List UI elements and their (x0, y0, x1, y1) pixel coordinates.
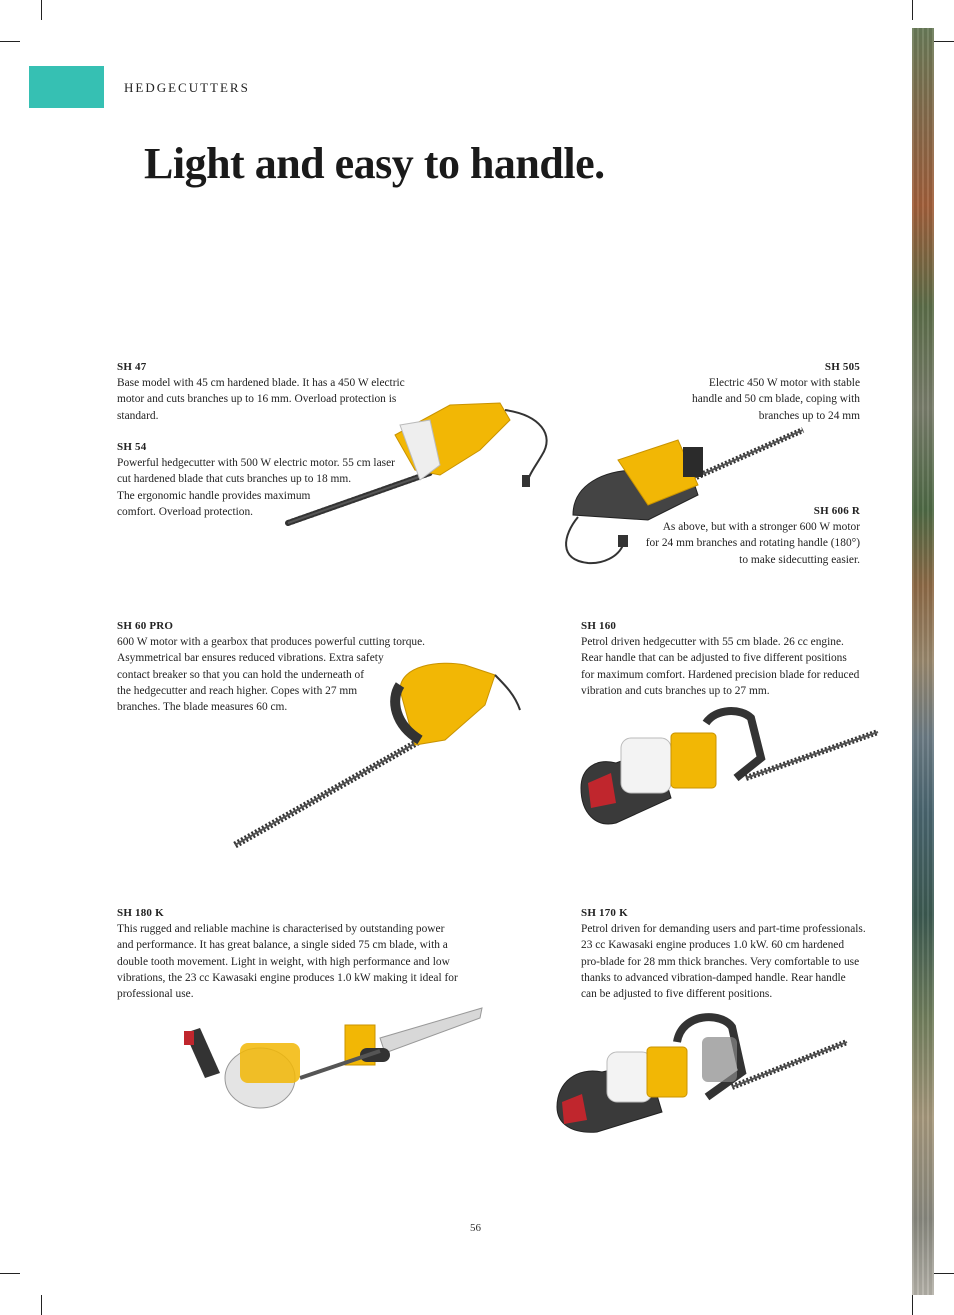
product-desc-line: for 24 mm branches and rotating handle (180°) (645, 537, 860, 550)
hedgecutter-sh-54-image (280, 395, 555, 535)
hedgecutter-sh-505-image (558, 425, 808, 570)
product-desc-line: Asymmetrical bar ensures reduced vibrations. Extra safety (117, 652, 384, 665)
product-desc-line: the hedgecutter and reach higher. Copes with 27 mm (117, 684, 358, 697)
product-desc-line: As above, but with a stronger 600 W motor (662, 521, 860, 534)
crop-mark (0, 41, 20, 42)
product-name: SH 47 (117, 361, 147, 373)
product-sh-160 (581, 618, 881, 699)
crop-mark (41, 0, 42, 20)
product-desc-line: contact breaker so that you can hold the underneath of (117, 668, 365, 681)
crop-mark (912, 0, 913, 20)
product-desc-line: 23 cc Kawasaki engine produces 1.0 kW. 60 cm hardened (581, 939, 845, 952)
hedgecutter-sh-160-image (576, 708, 881, 838)
crop-mark (0, 1273, 20, 1274)
product-desc-line: vibration and cuts branches up to 27 mm. (581, 684, 770, 697)
crop-mark (934, 1273, 954, 1274)
product-name: SH 180 K (117, 907, 164, 919)
product-desc-line: branches. The blade measures 60 cm. (117, 701, 288, 714)
section-color-tab (29, 66, 104, 108)
product-desc-line: motor and cuts branches up to 16 mm. Overload protection is (117, 393, 397, 406)
product-desc-line: thanks to advanced vibration-damped handle. Rear handle (581, 971, 846, 984)
product-desc-line: comfort. Overload protection. (117, 505, 254, 518)
product-sh-170-k (581, 905, 881, 1002)
section-label: HEDGECUTTERS (124, 80, 250, 95)
hedgecutter-sh-180-k-image (180, 1003, 485, 1118)
product-desc-line: for maximum comfort. Hardened precision blade for reduced (581, 668, 860, 681)
product-desc-line: This rugged and reliable machine is characterised by outstanding power (117, 923, 445, 936)
product-desc-line: Petrol driven hedgecutter with 55 cm blade. 26 cc engine. (581, 636, 844, 649)
page-headline: Light and easy to handle. (144, 139, 605, 188)
crop-mark (912, 1295, 913, 1315)
page-number: 56 (470, 1222, 481, 1234)
product-desc-line: cut hardened blade that cuts branches up to 18 mm. (117, 473, 352, 486)
product-desc-line: can be adjusted to five different positions. (581, 988, 773, 1001)
product-desc-line: Powerful hedgecutter with 500 W electric motor. 55 cm laser (117, 457, 395, 470)
product-desc-line: Petrol driven for demanding users and part-time professionals. (581, 923, 866, 936)
crop-mark (41, 1295, 42, 1315)
product-name: SH 505 (824, 361, 860, 373)
product-desc-line: The ergonomic handle provides maximum (117, 489, 311, 502)
crop-mark (934, 41, 954, 42)
product-desc-line: Rear handle that can be adjusted to five different positions (581, 652, 847, 665)
product-name: SH 54 (117, 441, 147, 453)
side-photo-strip (912, 28, 934, 1295)
product-desc-line: and performance. It has great balance, a single sided 75 cm blade, with a (117, 939, 448, 952)
product-sh-505 (600, 359, 860, 424)
product-name: SH 606 R (813, 505, 860, 517)
product-desc-line: vibrations, the 23 cc Kawasaki engine produces 1.0 kW making it ideal for (117, 971, 458, 984)
hedgecutter-sh-170-k-image (552, 1012, 852, 1137)
product-desc-line: Electric 450 W motor with stable (708, 377, 860, 390)
hedgecutter-sh-60-pro-image (230, 655, 530, 855)
product-desc-line: to make sidecutting easier. (739, 553, 860, 566)
product-name: SH 170 K (581, 907, 628, 919)
product-desc-line: double tooth movement. Light in weight, with high performance and low (117, 955, 450, 968)
product-name: SH 160 (581, 620, 617, 632)
product-desc-line: 600 W motor with a gearbox that produces powerful cutting torque. (117, 636, 426, 649)
product-desc-line: Base model with 45 cm hardened blade. It has a 450 W electric (117, 377, 405, 390)
product-name: SH 60 PRO (117, 620, 174, 632)
product-desc-line: standard. (117, 409, 159, 422)
product-desc-line: professional use. (117, 988, 194, 1001)
product-desc-line: handle and 50 cm blade, coping with (692, 393, 860, 406)
product-desc-line: pro-blade for 28 mm thick branches. Very comfortable to use (581, 955, 860, 968)
product-sh-180-k (117, 905, 477, 1002)
product-desc-line: branches up to 24 mm (758, 409, 860, 422)
